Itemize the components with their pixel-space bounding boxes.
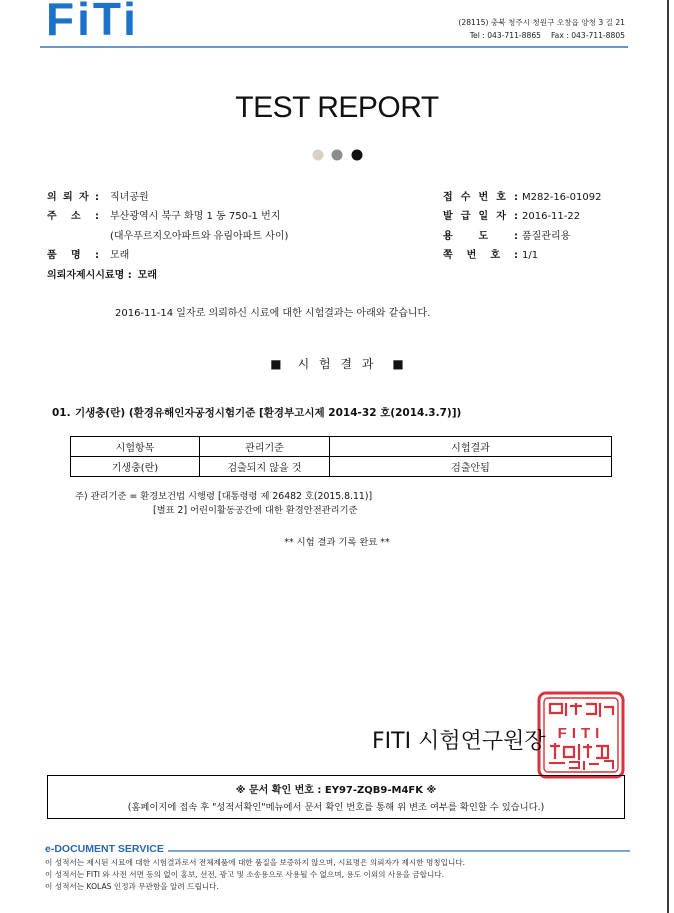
receipt-no-value: M282-16-01092 — [522, 192, 602, 203]
title-dots — [300, 146, 374, 164]
issue-date-value: 2016-11-22 — [522, 211, 581, 222]
e-document-service-label: e-DOCUMENT SERVICE — [45, 843, 164, 855]
heading-marker-left: ■ — [270, 357, 282, 371]
verification-instructions: (홈페이지에 접속 후 "성적서확인"메뉴에서 문서 확인 번호를 통해 위 변조 여부를 확인할 수 있습니다.) — [127, 802, 545, 813]
issue-date-label: 발 급 일 자 : — [443, 211, 518, 222]
heading-text: 시 험 결 과 — [297, 357, 377, 371]
table-header-cell: 관리기준 — [200, 437, 330, 457]
header-address: (28115) 충북 청주시 청원구 오창읍 양청 3 길 21 — [458, 18, 625, 27]
info-address-line2: (대우푸르지오아파트와 유림아파트 사이) — [110, 231, 289, 242]
verification-number: ※ 문서 확인 번호 : EY97-ZQB9-M4FK ※ — [235, 785, 437, 796]
table-cell: 검출되지 않을 것 — [200, 457, 330, 477]
table-cell: 기생충(란) — [71, 457, 200, 477]
sample-value: 모래 — [137, 270, 158, 281]
footer-line: 이 성적서는 KOLAS 인정과 무관함을 알려 드립니다. — [45, 882, 219, 891]
header-tel: Tel : 043-711-8865 — [469, 31, 541, 40]
section-number: 01. — [52, 407, 71, 419]
note-line: [별표 2] 어린이활동공간에 대한 환경안전관리기준 — [153, 505, 358, 516]
table-row — [71, 457, 612, 477]
note-line: 주) 관리기준 = 환경보건법 시행령 [대통령령 제 26482 호(2015.8.11)] — [75, 491, 373, 502]
signature-text: FITI 시험연구원장 — [372, 729, 546, 754]
header-divider — [40, 46, 628, 48]
section-text: 기생충(란) (환경유해인자공정시험기준 [환경부고시제 2014-32 호(2014.3.7)]) — [75, 407, 462, 419]
report-title: TEST REPORT — [235, 91, 439, 124]
section-title — [52, 405, 461, 420]
completion-text: ** 시험 결과 기록 완료 ** — [284, 537, 390, 548]
footer-line: 이 성적서는 제시된 시료에 대한 시험결과로서 전체제품에 대한 품질을 보증하지 않으며, 시료명은 의뢰자가 제시한 명칭입니다. — [45, 858, 466, 867]
address-label: 주 소 : — [47, 211, 99, 222]
receipt-no-label: 접 수 번 호 : — [443, 192, 518, 203]
page-edge-line — [667, 0, 669, 913]
info-page-no — [443, 249, 538, 262]
results-table — [70, 436, 612, 477]
page-no-label: 쪽 번 호 : — [443, 250, 518, 261]
table-header-cell: 시험항목 — [71, 437, 200, 457]
footer-line: 이 성적서는 FITI 와 사전 서면 동의 없이 홍보, 선전, 광고 및 소송용으로 사용될 수 없으며, 용도 이외의 사용을 금합니다. — [45, 870, 445, 879]
heading-marker-right: ■ — [392, 357, 404, 371]
document-verification-box — [47, 775, 625, 819]
dot-light — [313, 150, 324, 161]
table-header-row — [71, 437, 612, 457]
results-heading — [0, 355, 674, 372]
purpose-value: 품질관리용 — [522, 231, 571, 242]
address-value: 부산광역시 북구 화명 1 동 750-1 번지 — [110, 211, 281, 222]
official-seal — [537, 691, 625, 779]
info-client — [47, 191, 149, 204]
info-product — [47, 249, 129, 262]
page-no-value: 1/1 — [522, 250, 539, 261]
fiti-logo: FiTi — [46, 0, 139, 45]
table-cell: 검출안됨 — [330, 457, 612, 477]
info-receipt-no — [443, 191, 601, 204]
info-purpose — [443, 230, 570, 243]
product-value: 모래 — [110, 250, 130, 261]
header-contact — [470, 31, 625, 40]
table-header-cell: 시험결과 — [330, 437, 612, 457]
footer-divider — [168, 850, 630, 852]
info-sample — [47, 269, 157, 282]
intro-text: 2016-11-14 일자로 의뢰하신 시료에 대한 시험결과는 아래와 같습니다. — [115, 308, 431, 319]
seal-lettering: FITI — [557, 725, 605, 742]
info-address — [47, 210, 280, 223]
purpose-label: 용 도 : — [443, 231, 518, 242]
dot-mid — [332, 150, 343, 161]
header-fax: Fax : 043-711-8805 — [551, 31, 625, 40]
dot-dark — [352, 150, 363, 161]
product-label: 품 명 : — [47, 250, 99, 261]
sample-label: 의뢰자제시시료명 : — [47, 270, 132, 281]
client-label: 의 뢰 자 : — [47, 192, 99, 203]
client-value: 직녀공원 — [110, 192, 149, 203]
info-issue-date — [443, 210, 580, 223]
